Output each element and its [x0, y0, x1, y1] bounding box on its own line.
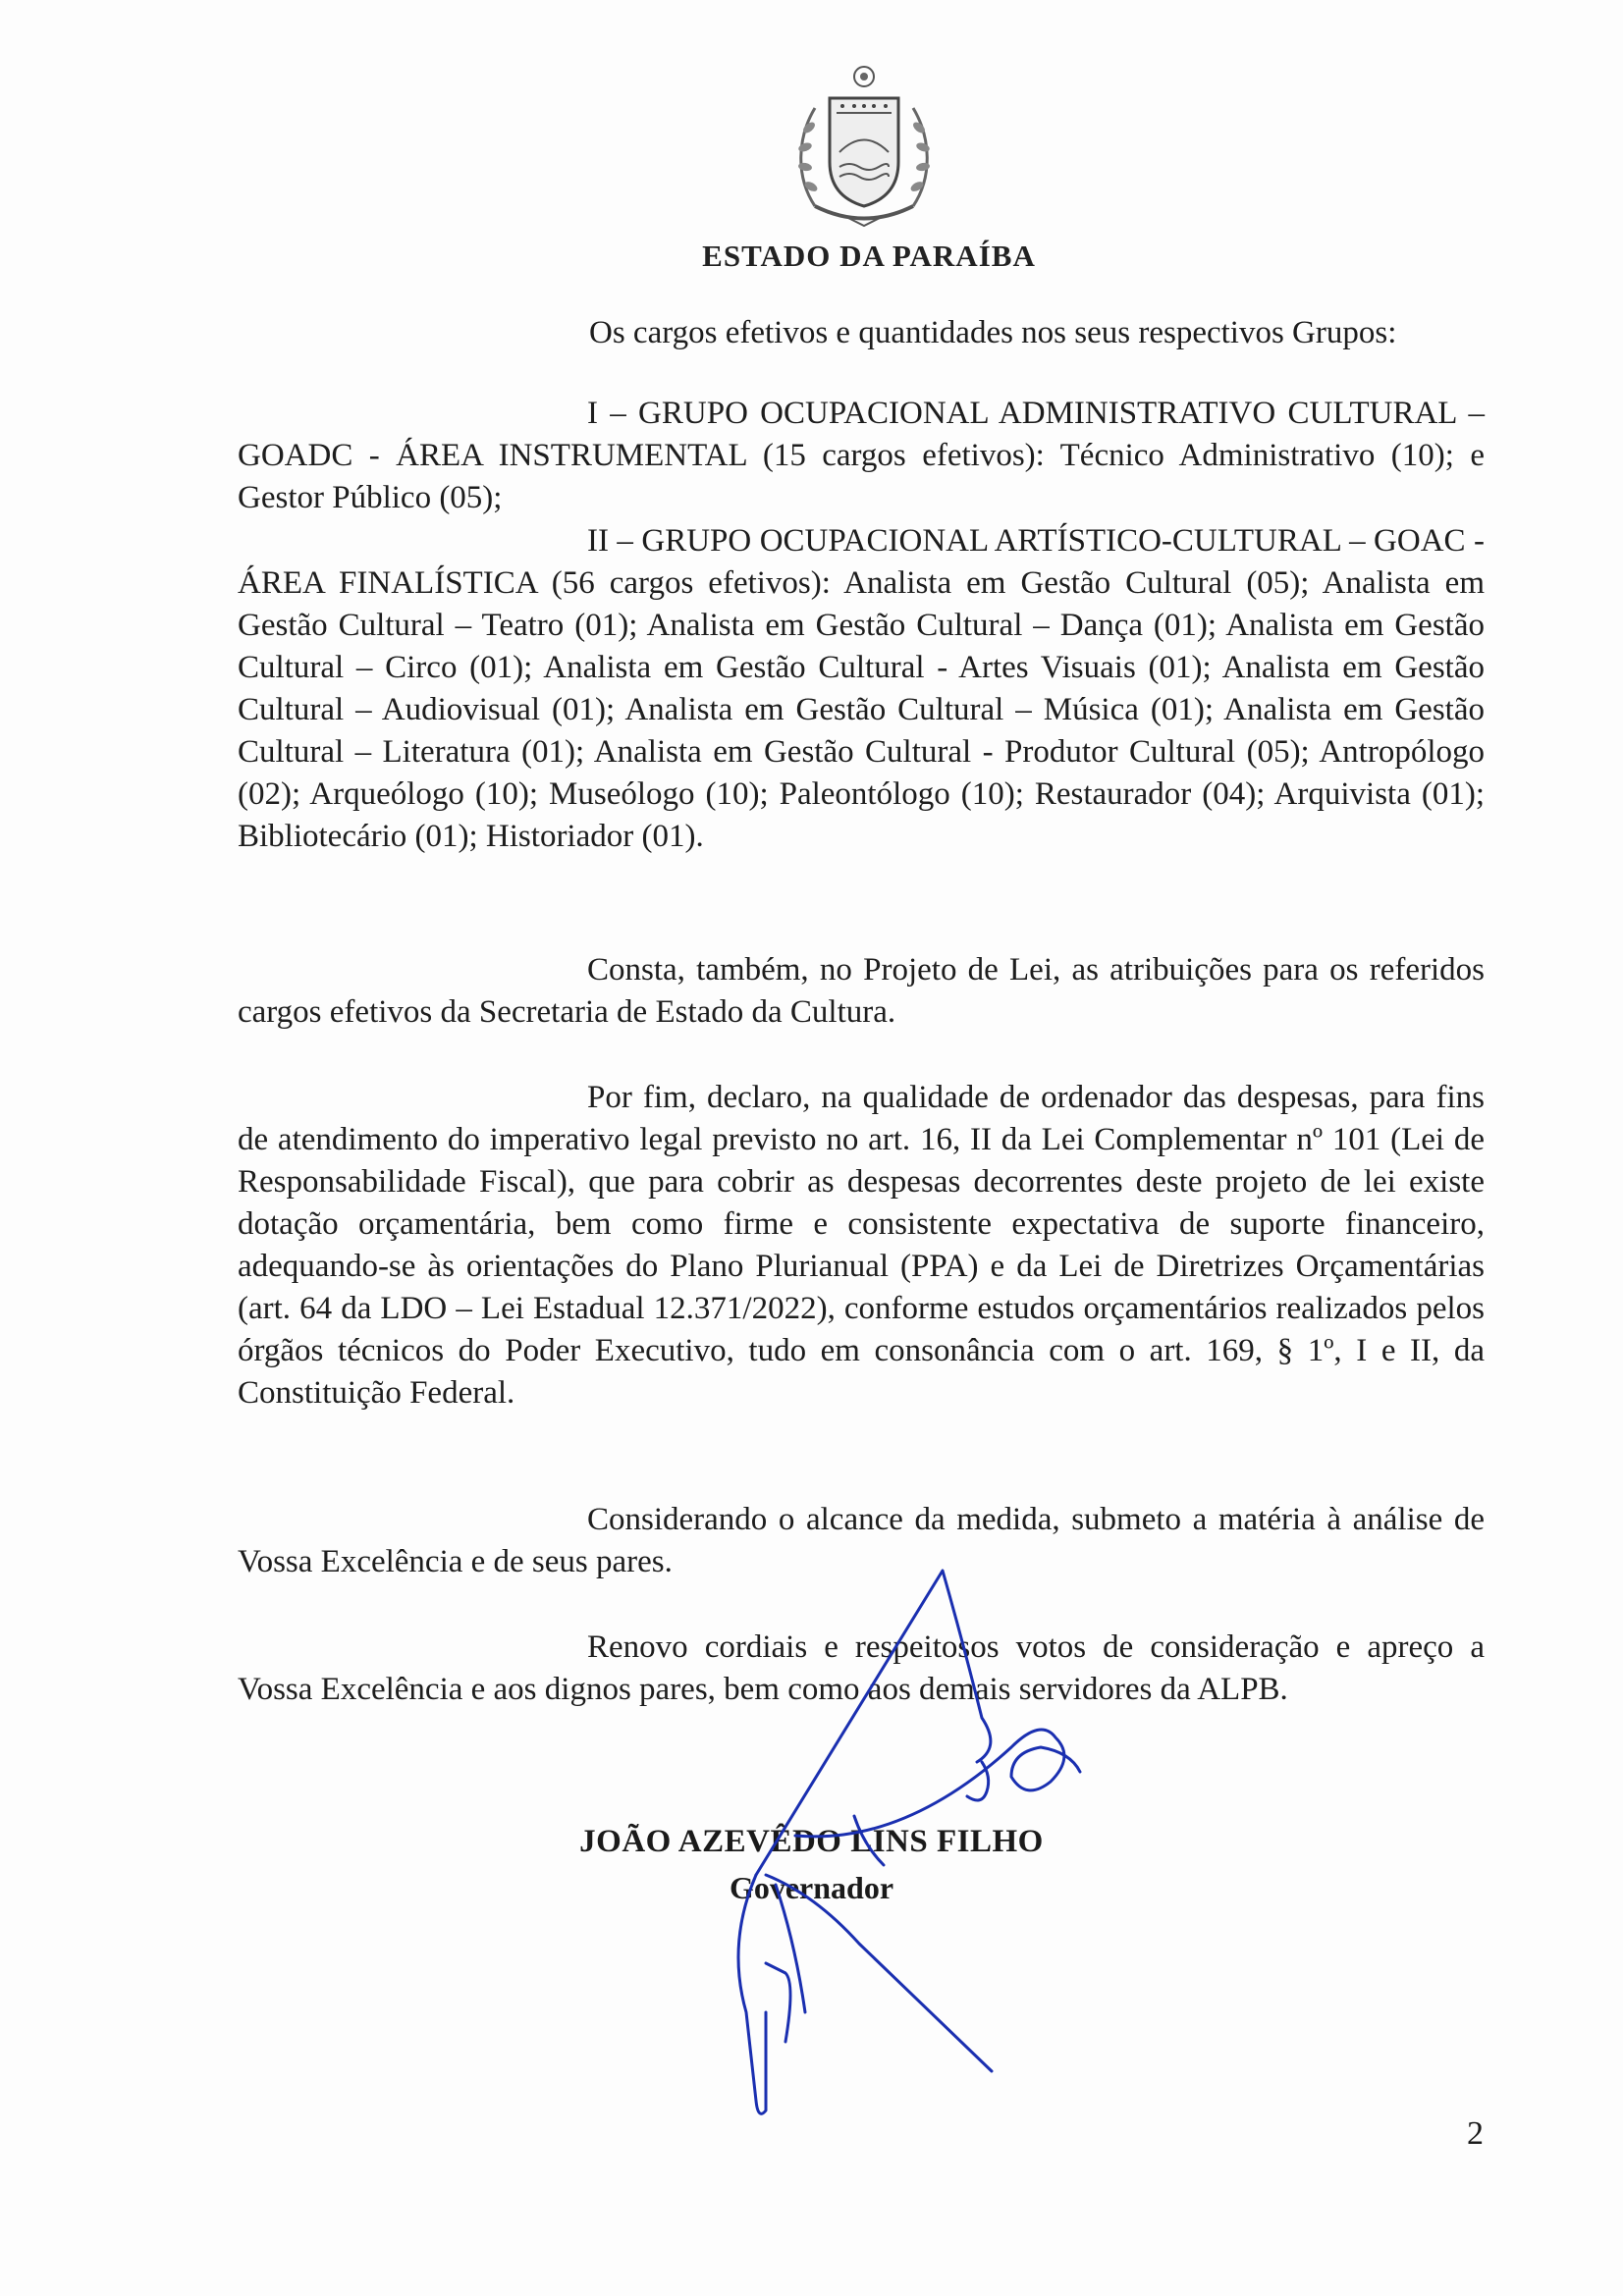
por-fim-paragraph: Por fim, declaro, na qualidade de ordenador das despesas, para fins de atendimento do imperativo legal previsto no art. 16, II da Lei Complementar nº 101 (Lei de Responsabilidade Fiscal), que para cobrir as despesas decorrentes deste projeto de lei existe dotação orçamentária, bem como firme e consistente expectativa de suporte financeiro, adequando-se às orientações do Plano Plurianual (PPA) e da Lei de Diretrizes Orçamentárias (art. 64 da LDO – Lei Estadual 12.371/2022), conforme estudos orçamentários realizados pelos órgãos técnicos do Poder Executivo, tudo em consonância com o art. 169, § 1º, I e II, da Constituição Federal. — [238, 1080, 1485, 1411]
group-two-paragraph: II – GRUPO OCUPACIONAL ARTÍSTICO-CULTURAL – GOAC - ÁREA FINALÍSTICA (56 cargos efetivos): Analista em Gestão Cultural (05); Analista em Gestão Cultural – Teatro (01); Analista em Gestão Cultural – Dança (01); Analista em Gestão Cultural – Circo (01); Analista em Gestão Cultural - Artes Visuais (01); Analista em Gestão Cultural – Audiovisual (01); Analista em Gestão Cultural – Música (01); Analista em Gestão Cultural – Literatura (01); Analista em Gestão Cultural - Produtor Cultural (05); Antropólogo (02); Arqueólogo (10); Museólogo (10); Paleontólogo (10); Restaurador (04); Arquivista (01); Bibliotecário (01); Historiador (01). — [238, 523, 1485, 854]
page-number: 2 — [1467, 2115, 1484, 2152]
group-one-paragraph: I – GRUPO OCUPACIONAL ADMINISTRATIVO CULTURAL – GOADC - ÁREA INSTRUMENTAL (15 cargos efetivos): Técnico Administrativo (10); e Gestor Público (05); — [238, 396, 1485, 515]
signatory-role: Governador — [729, 1870, 894, 1905]
paraiba-coat-of-arms-icon — [785, 59, 943, 236]
considerando-paragraph: Considerando o alcance da medida, submeto a matéria à análise de Vossa Excelência e de seus pares. — [238, 1502, 1485, 1579]
consta-paragraph: Consta, também, no Projeto de Lei, as atribuições para os referidos cargos efetivos da Secretaria de Estado da Cultura. — [238, 952, 1485, 1030]
intro-paragraph: Os cargos efetivos e quantidades nos seus respectivos Grupos: — [589, 315, 1397, 350]
renovo-paragraph: Renovo cordiais e respeitosos votos de consideração e apreço a Vossa Excelência e aos dignos pares, bem como aos demais servidores da ALPB. — [238, 1629, 1485, 1707]
signatory-name: JOÃO AZEVÊDO LINS FILHO — [579, 1824, 1044, 1859]
handwritten-signature — [687, 1551, 1198, 2120]
state-title: ESTADO DA PARAÍBA — [702, 239, 1036, 273]
